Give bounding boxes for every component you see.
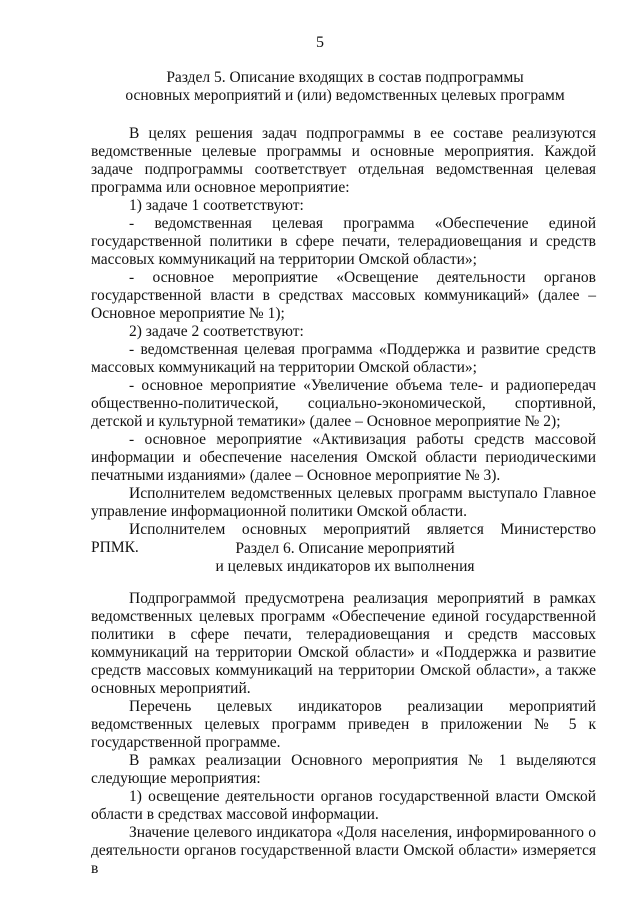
list-item: - основное мероприятие «Активизация работы средств массовой информации и обеспечение населения Омской области периодическими печатными изданиями» (далее – Основное мероприятие № 3).	[91, 431, 596, 484]
list-item: - основное мероприятие «Увеличение объема теле- и радиопередач общественно-политической, социально-экономической, спортивной, детской и культурной тематики» (далее – Основное мероприятие № 2);	[91, 377, 596, 430]
section-5-heading	[80, 69, 610, 105]
section-6-title-line-1: Раздел 6. Описание мероприятий	[235, 540, 455, 557]
section-6-title-line-2: и целевых индикаторов их выполнения	[215, 558, 475, 575]
list-item: - ведомственная целевая программа «Обеспечение единой государственной политики в сфере печати, телерадиовещания и средств массовых коммуникаций на территории Омской области»;	[91, 215, 596, 268]
paragraph: В рамках реализации Основного мероприятия № 1 выделяются следующие мероприятия:	[91, 752, 596, 787]
paragraph: Исполнителем ведомственных целевых программ выступало Главное управление информационной политики Омской области.	[91, 485, 596, 520]
section-6-heading	[80, 540, 610, 576]
paragraph: 2) задаче 2 соответствуют:	[129, 323, 304, 340]
paragraph: Исполнителем основных мероприятий является Министерство РПМК.	[91, 521, 596, 556]
paragraph: Перечень целевых индикаторов реализации мероприятий ведомственных целевых программ приведен в приложении № 5 к государственной программе.	[91, 698, 596, 751]
section-6-body	[91, 590, 596, 878]
list-item: - основное мероприятие «Освещение деятельности органов государственной власти в средствах массовых коммуникаций» (далее – Основное мероприятие № 1);	[91, 269, 596, 322]
paragraph: Значение целевого индикатора «Доля населения, информированного о деятельности органов государственной власти Омской области» измеряется в	[91, 824, 596, 877]
list-item: - ведомственная целевая программа «Поддержка и развитие средств массовых коммуникаций на территории Омской области»;	[91, 341, 596, 376]
section-5-body	[91, 125, 596, 557]
paragraph: В целях решения задач подпрограммы в ее составе реализуются ведомственные целевые программы и основные мероприятия. Каждой задаче подпрограммы соответствует отдельная ведомственная целевая программа или основное мероприятие:	[91, 125, 596, 196]
paragraph: Подпрограммой предусмотрена реализация мероприятий в рамках ведомственных целевых программ «Обеспечение единой государственной политики в сфере печати, телерадиовещания и средств массовых коммуникаций на территории Омской области» и «Поддержка и развитие средств массовых коммуникаций на территории Омской области», а также основных мероприятий.	[91, 590, 596, 697]
page-number: 5	[316, 34, 324, 51]
list-item: 1) освещение деятельности органов государственной власти Омской области в средствах массовой информации.	[91, 788, 596, 823]
paragraph: 1) задаче 1 соответствуют:	[129, 197, 304, 214]
section-5-title-line-1: Раздел 5. Описание входящих в состав подпрограммы	[166, 69, 524, 86]
section-5-title-line-2: основных мероприятий и (или) ведомственных целевых программ	[125, 87, 565, 104]
